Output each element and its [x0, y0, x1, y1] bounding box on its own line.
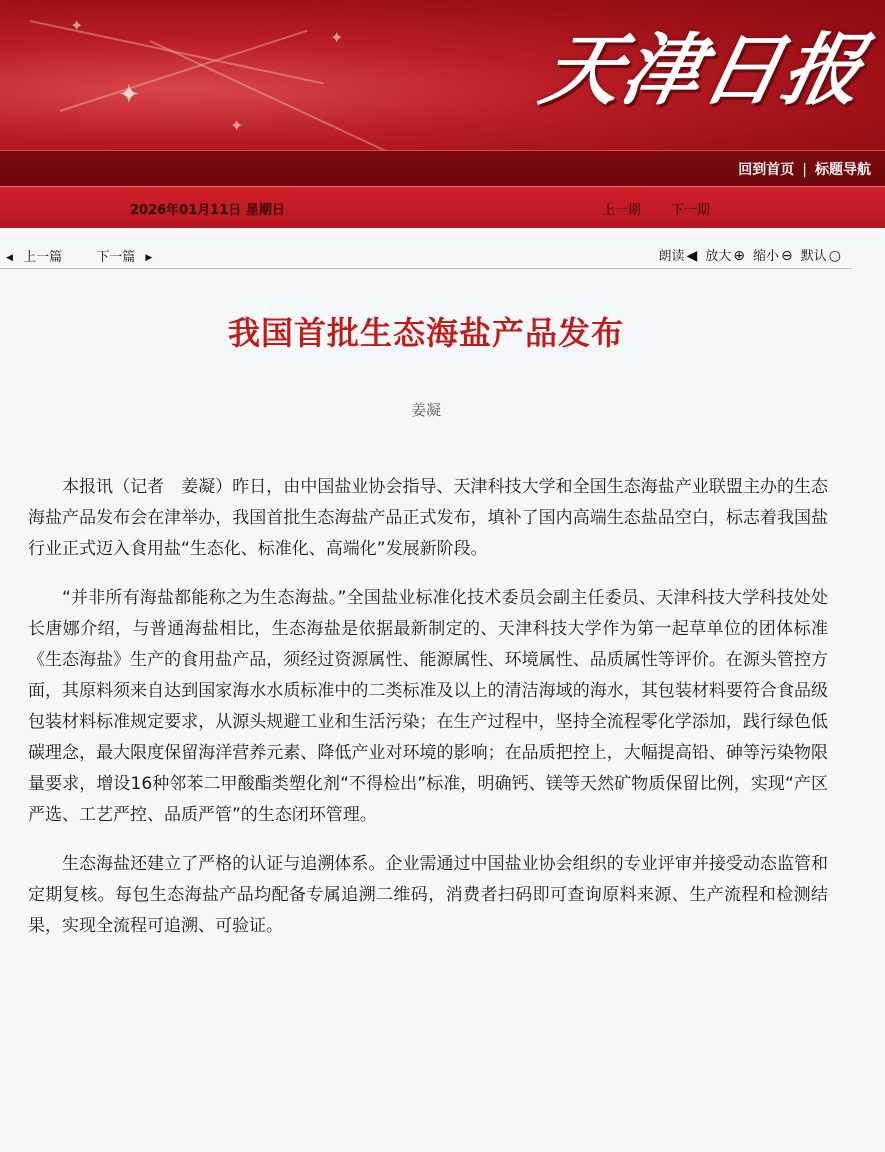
top-nav-bar [0, 150, 885, 186]
sparkle-icon: ✦ [118, 80, 140, 110]
sparkle-icon: ✦ [70, 16, 84, 35]
toolbar-divider [0, 268, 852, 269]
title-nav-link[interactable]: 标题导航 [815, 162, 871, 178]
prev-article-link[interactable]: 上一篇 [23, 250, 63, 265]
triangle-right-icon: ▶ [145, 253, 153, 263]
newspaper-logo[interactable]: 天津日报 [533, 25, 874, 116]
issue-nav [602, 199, 740, 218]
next-issue-link[interactable]: 下一期 [671, 203, 711, 218]
zoom-out-icon[interactable]: ⊖ [781, 248, 793, 264]
read-aloud-button[interactable]: 朗读 [658, 249, 685, 264]
masthead-banner [0, 0, 885, 150]
article-toolbar [0, 228, 885, 270]
zoom-in-button[interactable]: 放大 [705, 249, 732, 264]
article-body [28, 472, 828, 960]
article-title: 我国首批生态海盐产品发布 [227, 314, 624, 352]
triangle-left-icon: ◀ [6, 253, 13, 263]
sparkle-icon: ✦ [230, 116, 244, 135]
article-author: 姜凝 [410, 401, 441, 419]
next-article-link[interactable]: 下一篇 [96, 250, 136, 265]
nav-separator: | [802, 162, 807, 178]
reading-tools [656, 245, 847, 264]
sparkle-icon: ✦ [330, 28, 344, 47]
nav-links [738, 159, 871, 179]
article-paragraph: 本报讯（记者 姜凝）昨日，由中国盐业协会指导、天津科技大学和全国生态海盐产业联盟主办的生态海盐产品发布会在津举办，我国首批生态海盐产品正式发布，填补了国内高端生态盐品空白，标志着我国盐行业正式迈入食用盐“生态化、标准化、高端化”发展新阶段。 [28, 477, 828, 559]
issue-date: 2026年01月11日 星期日 [130, 203, 285, 218]
date-bar [0, 186, 885, 228]
article-paragraph: 生态海盐还建立了严格的认证与追溯体系。企业需通过中国盐业协会组织的专业评审并接受动态监管和定期复核。每包生态海盐产品均配备专属追溯二维码，消费者扫码即可查询原料来源、生产流程和检测结果，实现全流程可追溯、可验证。 [28, 854, 828, 936]
zoom-in-icon[interactable]: ⊕ [733, 248, 746, 264]
default-size-button[interactable]: 默认 [800, 249, 827, 264]
prev-issue-link[interactable]: 上一期 [602, 203, 642, 218]
home-link[interactable]: 回到首页 [738, 162, 795, 178]
speaker-icon[interactable]: ◀ [686, 248, 698, 264]
article-nav [6, 246, 158, 265]
zoom-out-button[interactable]: 缩小 [753, 249, 780, 264]
reset-icon[interactable]: ○ [828, 248, 841, 264]
article-paragraph: “并非所有海盐都能称之为生态海盐。”全国盐业标准化技术委员会副主任委员、天津科技大学科技处处长唐娜介绍，与普通海盐相比，生态海盐是依据最新制定的、天津科技大学作为第一起草单位的团体标准《生态海盐》生产的食用盐产品，须经过资源属性、能源属性、环境属性、品质属性等评价。在源头管控方面，其原料须来自达到国家海水水质标准中的二类标准及以上的清洁海域的海水，其包装材料要符合食品级包装材料标准规定要求，从源头规避工业和生活污染；在生产过程中，坚持全流程零化学添加，践行绿色低碳理念，最大限度保留海洋营养元素、降低产业对环境的影响；在品质把控上，大幅提高铅、砷等污染物限量要求，增设16种邻苯二甲酸酯类塑化剂“不得检出”标准，明确钙、镁等天然矿物质保留比例，实现“产区严选、工艺严控、品质严管”的生态闭环管理。 [28, 588, 828, 825]
banner-ray [150, 40, 405, 150]
